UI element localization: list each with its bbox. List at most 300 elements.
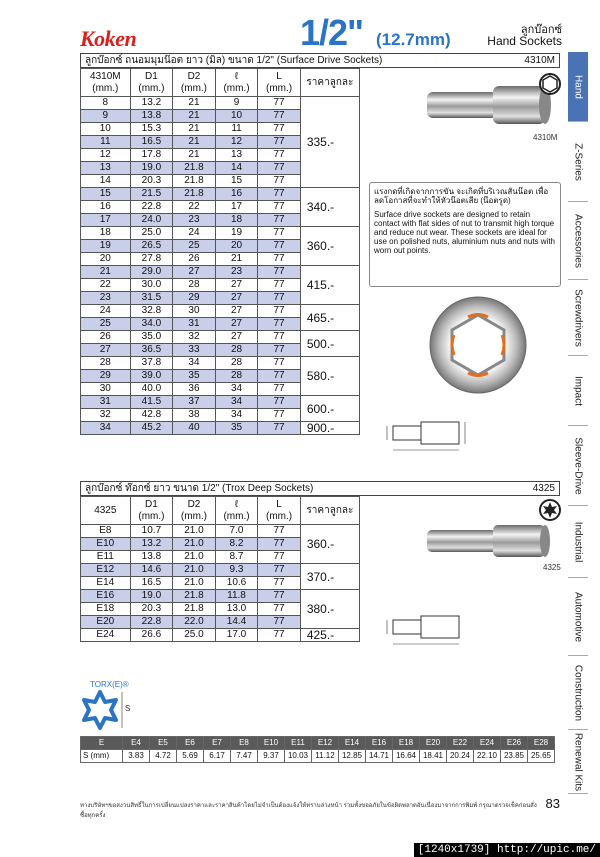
table-row bbox=[81, 422, 360, 435]
column-header: ราคาลูกละ bbox=[300, 69, 359, 97]
table-cell: 40.0 bbox=[130, 383, 173, 396]
torx-s-cell: 5.69 bbox=[177, 750, 204, 763]
table-cell: 22.8 bbox=[130, 201, 173, 214]
torx-e-cell: E22 bbox=[447, 737, 474, 750]
sidebar-tab-label: Construction bbox=[572, 664, 584, 721]
table-cell: 77 bbox=[258, 629, 301, 642]
table-cell: 12 bbox=[81, 149, 131, 162]
socket-cross-section-image bbox=[428, 295, 528, 395]
table-cell: 21.0 bbox=[173, 577, 216, 590]
sidebar-tab-hand[interactable] bbox=[568, 52, 588, 122]
table-cell: 10.7 bbox=[130, 525, 173, 538]
table-cell: 16 bbox=[215, 188, 258, 201]
torx-label: TORX(E)® bbox=[90, 680, 129, 689]
table-cell: 77 bbox=[258, 383, 301, 396]
price-cell: 380.- bbox=[300, 590, 359, 629]
info-box bbox=[369, 182, 561, 287]
table-cell: 8 bbox=[81, 97, 131, 110]
sidebar-tab-industrial[interactable] bbox=[568, 506, 588, 578]
sidebar-tab-label: Sleeve-Drive bbox=[572, 436, 584, 495]
category-sidebar bbox=[568, 52, 588, 794]
table-row bbox=[81, 396, 360, 409]
table-cell: 23 bbox=[173, 214, 216, 227]
row-label: S (mm) bbox=[81, 750, 123, 763]
table-header-row bbox=[81, 497, 360, 525]
table-row bbox=[81, 305, 360, 318]
table-cell: E8 bbox=[81, 525, 131, 538]
sidebar-tab-label: Hand bbox=[572, 74, 584, 99]
table-cell: 34 bbox=[173, 357, 216, 370]
table-cell: 77 bbox=[258, 97, 301, 110]
table-cell: 19.0 bbox=[130, 162, 173, 175]
table-cell: E10 bbox=[81, 538, 131, 551]
table-cell: 34 bbox=[215, 383, 258, 396]
hex-icon bbox=[538, 72, 562, 96]
section-header-4325 bbox=[80, 481, 560, 496]
table-cell: 14.6 bbox=[130, 564, 173, 577]
price-cell: 580.- bbox=[300, 357, 359, 396]
torx-s-cell: 16.64 bbox=[393, 750, 420, 763]
column-header: D1 (mm.) bbox=[130, 497, 173, 525]
table-cell: 41.5 bbox=[130, 396, 173, 409]
torx-e-cell: E28 bbox=[528, 737, 555, 750]
column-header: ℓ (mm.) bbox=[215, 69, 258, 97]
table-cell: 29.0 bbox=[130, 266, 173, 279]
table-cell: 77 bbox=[258, 136, 301, 149]
table-cell: 27 bbox=[215, 305, 258, 318]
torx-e-cell: E11 bbox=[285, 737, 312, 750]
table-cell: 19 bbox=[215, 227, 258, 240]
torx-s-cell: 14.71 bbox=[366, 750, 393, 763]
torx-e-cell: E12 bbox=[312, 737, 339, 750]
table-cell: 19 bbox=[81, 240, 131, 253]
table-cell: 26 bbox=[173, 253, 216, 266]
table-cell: 34.0 bbox=[130, 318, 173, 331]
price-cell: 415.- bbox=[300, 266, 359, 305]
price-cell: 335.- bbox=[300, 97, 359, 188]
brand-logo: Koken bbox=[80, 26, 137, 51]
info-thai: แรงกดที่เกิดจากการขัน จะเกิดที่บริเวณสันน๊อต เพื่อลดโอกาสที่จะทำให้หัวน๊อตเสีย (น๊อตรูด) bbox=[374, 187, 549, 205]
table-cell: 77 bbox=[258, 201, 301, 214]
torx-e-cell: E4 bbox=[123, 737, 150, 750]
table-cell: 32 bbox=[81, 409, 131, 422]
price-cell: 360.- bbox=[300, 227, 359, 266]
table-cell: 21.0 bbox=[173, 551, 216, 564]
table-cell: 77 bbox=[258, 422, 301, 435]
table-cell: 35 bbox=[215, 422, 258, 435]
table-cell: 21 bbox=[173, 97, 216, 110]
table-cell: 25.0 bbox=[130, 227, 173, 240]
table-cell: 13.0 bbox=[215, 603, 258, 616]
table-cell: 45.2 bbox=[130, 422, 173, 435]
table-row bbox=[81, 331, 360, 344]
info-english: Surface drive sockets are designed to retain contact with flat sides of nut to transmit high torque and reduce nut wear. These sockets are ideal for use on polished nuts, aluminium nuts and nuts with worn out points. bbox=[374, 210, 555, 255]
torx-e-cell: E18 bbox=[393, 737, 420, 750]
table-header-row bbox=[81, 69, 360, 97]
table-cell: 16.5 bbox=[130, 136, 173, 149]
table-cell: E12 bbox=[81, 564, 131, 577]
price-cell: 500.- bbox=[300, 331, 359, 357]
column-header: ℓ (mm.) bbox=[215, 497, 258, 525]
table-row bbox=[81, 629, 360, 642]
table-cell: 21.8 bbox=[173, 188, 216, 201]
table-cell: 7.0 bbox=[215, 525, 258, 538]
table-row bbox=[81, 266, 360, 279]
table-cell: E14 bbox=[81, 577, 131, 590]
table-cell: 77 bbox=[258, 149, 301, 162]
size-title: 1/2" bbox=[300, 12, 364, 53]
table-row bbox=[81, 525, 360, 538]
table-cell: 9 bbox=[81, 110, 131, 123]
table-cell: 34 bbox=[215, 396, 258, 409]
table-cell: 28 bbox=[173, 279, 216, 292]
table-cell: 23 bbox=[81, 292, 131, 305]
price-cell: 370.- bbox=[300, 564, 359, 590]
table-cell: 28 bbox=[81, 357, 131, 370]
sidebar-tab-screwdrivers[interactable] bbox=[568, 280, 588, 356]
footer-note: ทางบริษัทฯขอสงวนสิทธิ์ในการเปลี่ยนแปลงราคาและราคาสินค้าโดยไม่จำเป็นต้องแจ้งให้ทราบล่วงหน้า รวมทั้งขออภัยในข้อผิดพลาดอันเนื่องมาจากการพิมพ์ กรุณาตรวจเช็คก่อนสั่งซื้อทุกครั้ง bbox=[80, 803, 537, 819]
torx-s-cell: 6.17 bbox=[204, 750, 231, 763]
table-cell: 39.0 bbox=[130, 370, 173, 383]
torx-e-cell: E14 bbox=[339, 737, 366, 750]
table-cell: 22 bbox=[173, 201, 216, 214]
table-cell: 29 bbox=[173, 292, 216, 305]
torx-s-cell: 10.03 bbox=[285, 750, 312, 763]
table-row bbox=[81, 188, 360, 201]
column-header: ราคาลูกละ bbox=[300, 497, 359, 525]
price-cell: 900.- bbox=[300, 422, 359, 435]
column-header: D1 (mm.) bbox=[130, 69, 173, 97]
sidebar-tab-label: Screwdrivers bbox=[572, 288, 584, 347]
table-cell: 38 bbox=[173, 409, 216, 422]
table-cell: 15.3 bbox=[130, 123, 173, 136]
table-row bbox=[81, 564, 360, 577]
price-cell: 465.- bbox=[300, 305, 359, 331]
torx-icon bbox=[538, 498, 562, 522]
table-cell: 10 bbox=[215, 110, 258, 123]
sidebar-tab-label: Automotive bbox=[572, 591, 584, 642]
table-cell: 77 bbox=[258, 577, 301, 590]
table-cell: 24 bbox=[81, 305, 131, 318]
table-cell: 22.8 bbox=[130, 616, 173, 629]
section-header-4310m bbox=[80, 53, 560, 68]
image-credit: [1240x1739] http://upic.me/ bbox=[414, 843, 600, 857]
table-cell: 77 bbox=[258, 551, 301, 564]
table-cell: 27 bbox=[81, 344, 131, 357]
torx-size-table bbox=[80, 736, 555, 763]
section-title: ลูกบ๊อกซ์ ถนอมมุมน๊อต ยาว (มิล) ขนาด 1/2" (Surface Drive Sockets) bbox=[85, 55, 383, 66]
table-cell: 8.2 bbox=[215, 538, 258, 551]
table-cell: 11.8 bbox=[215, 590, 258, 603]
table-cell: 30.0 bbox=[130, 279, 173, 292]
table-cell: 21 bbox=[173, 136, 216, 149]
price-cell: 600.- bbox=[300, 396, 359, 422]
torx-s-cell: 18.41 bbox=[420, 750, 447, 763]
table-cell: 17.8 bbox=[130, 149, 173, 162]
photo-label-4310m: 4310M bbox=[533, 133, 558, 142]
table-cell: 10.6 bbox=[215, 577, 258, 590]
table-cell: 20.3 bbox=[130, 603, 173, 616]
table-cell: 77 bbox=[258, 344, 301, 357]
table-cell: 77 bbox=[258, 409, 301, 422]
dimension-drawing-4310m bbox=[383, 416, 473, 456]
table-cell: 17 bbox=[215, 201, 258, 214]
table-cell: 77 bbox=[258, 331, 301, 344]
table-cell: 27 bbox=[215, 318, 258, 331]
table-cell: 21 bbox=[173, 149, 216, 162]
table-cell: 26.6 bbox=[130, 629, 173, 642]
table-cell: 21.0 bbox=[173, 525, 216, 538]
table-cell: 77 bbox=[258, 292, 301, 305]
table-cell: 30 bbox=[173, 305, 216, 318]
title-english: Hand Sockets bbox=[487, 34, 562, 48]
table-cell: 9 bbox=[215, 97, 258, 110]
table-cell: 25 bbox=[173, 240, 216, 253]
table-cell: 27 bbox=[215, 292, 258, 305]
table-cell: 21.8 bbox=[173, 162, 216, 175]
table-cell: 17.0 bbox=[215, 629, 258, 642]
table-cell: 20 bbox=[81, 253, 131, 266]
sidebar-tab-sleeve-drive[interactable] bbox=[568, 426, 588, 506]
table-cell: 19.0 bbox=[130, 590, 173, 603]
table-cell: 77 bbox=[258, 123, 301, 136]
table-row bbox=[81, 227, 360, 240]
sidebar-tab-impact[interactable] bbox=[568, 356, 588, 426]
sidebar-tab-label: Industrial bbox=[572, 521, 584, 562]
table-cell: 27 bbox=[173, 266, 216, 279]
table-cell: 24.0 bbox=[130, 214, 173, 227]
table-cell: 77 bbox=[258, 188, 301, 201]
torx-e-cell: E5 bbox=[150, 737, 177, 750]
table-cell: 21.0 bbox=[173, 538, 216, 551]
table-cell: 15 bbox=[215, 175, 258, 188]
table-cell: 26 bbox=[81, 331, 131, 344]
table-cell: 25 bbox=[81, 318, 131, 331]
table-cell: 77 bbox=[258, 396, 301, 409]
table-cell: 28 bbox=[215, 357, 258, 370]
table-row bbox=[81, 97, 360, 110]
table-cell: 31 bbox=[81, 396, 131, 409]
table-cell: 30 bbox=[81, 383, 131, 396]
table-cell: 13.2 bbox=[130, 538, 173, 551]
table-cell: 13 bbox=[81, 162, 131, 175]
torx-e-row bbox=[81, 737, 555, 750]
table-cell: 13.8 bbox=[130, 110, 173, 123]
torx-s-cell: 11.12 bbox=[312, 750, 339, 763]
column-header: 4310M (mm.) bbox=[81, 69, 131, 97]
spec-table-4310m bbox=[80, 68, 360, 435]
torx-s-cell: 12.85 bbox=[339, 750, 366, 763]
table-cell: 35.0 bbox=[130, 331, 173, 344]
spec-table-4325 bbox=[80, 496, 360, 642]
table-cell: 77 bbox=[258, 590, 301, 603]
table-cell: 40 bbox=[173, 422, 216, 435]
row-label: E bbox=[81, 737, 123, 750]
table-cell: 26.5 bbox=[130, 240, 173, 253]
sidebar-tab-automotive[interactable] bbox=[568, 578, 588, 656]
table-cell: 18 bbox=[81, 227, 131, 240]
torx-e-cell: E24 bbox=[474, 737, 501, 750]
table-cell: E11 bbox=[81, 551, 131, 564]
column-header: D2 (mm.) bbox=[173, 69, 216, 97]
table-cell: 32 bbox=[173, 331, 216, 344]
table-cell: 28 bbox=[215, 344, 258, 357]
table-cell: 29 bbox=[81, 370, 131, 383]
table-cell: E18 bbox=[81, 603, 131, 616]
table-cell: 21 bbox=[173, 123, 216, 136]
section-code: 4310M bbox=[524, 55, 555, 66]
table-cell: 22.0 bbox=[173, 616, 216, 629]
table-cell: 77 bbox=[258, 253, 301, 266]
table-cell: 21 bbox=[81, 266, 131, 279]
table-cell: 21.5 bbox=[130, 188, 173, 201]
torx-s-label: S bbox=[125, 704, 131, 713]
table-cell: 34 bbox=[215, 409, 258, 422]
column-header: 4325 bbox=[81, 497, 131, 525]
table-cell: 18 bbox=[215, 214, 258, 227]
table-cell: 23 bbox=[215, 266, 258, 279]
table-cell: 77 bbox=[258, 616, 301, 629]
table-cell: 36.5 bbox=[130, 344, 173, 357]
table-cell: 25.0 bbox=[173, 629, 216, 642]
table-cell: 27 bbox=[215, 279, 258, 292]
sidebar-tab-construction[interactable] bbox=[568, 656, 588, 730]
table-cell: 27 bbox=[215, 331, 258, 344]
torx-s-cell: 9.37 bbox=[258, 750, 285, 763]
table-cell: 13 bbox=[215, 149, 258, 162]
table-cell: 16 bbox=[81, 201, 131, 214]
torx-e-cell: E16 bbox=[366, 737, 393, 750]
table-cell: 35 bbox=[173, 370, 216, 383]
size-mm: (12.7mm) bbox=[376, 30, 451, 49]
table-cell: 37.8 bbox=[130, 357, 173, 370]
table-cell: 27.8 bbox=[130, 253, 173, 266]
table-cell: 13.2 bbox=[130, 97, 173, 110]
sidebar-tab-label: Z-Series bbox=[572, 142, 584, 181]
table-cell: 77 bbox=[258, 214, 301, 227]
table-row bbox=[81, 357, 360, 370]
table-cell: 42.8 bbox=[130, 409, 173, 422]
torx-s-cell: 22.10 bbox=[474, 750, 501, 763]
table-cell: 37 bbox=[173, 396, 216, 409]
table-cell: 10 bbox=[81, 123, 131, 136]
table-cell: 77 bbox=[258, 279, 301, 292]
table-cell: 14.4 bbox=[215, 616, 258, 629]
torx-s-cell: 4.72 bbox=[150, 750, 177, 763]
torx-s-cell: 20.24 bbox=[447, 750, 474, 763]
photo-label-4325: 4325 bbox=[543, 563, 561, 572]
table-cell: 77 bbox=[258, 110, 301, 123]
table-cell: 77 bbox=[258, 564, 301, 577]
torx-e-cell: E26 bbox=[501, 737, 528, 750]
table-cell: 21 bbox=[215, 253, 258, 266]
table-cell: 34 bbox=[81, 422, 131, 435]
table-cell: 8.7 bbox=[215, 551, 258, 564]
sidebar-tab-label: Impact bbox=[572, 375, 584, 406]
torx-e-cell: E10 bbox=[258, 737, 285, 750]
table-cell: 77 bbox=[258, 305, 301, 318]
table-cell: 21.0 bbox=[173, 564, 216, 577]
table-cell: 77 bbox=[258, 227, 301, 240]
table-cell: 15 bbox=[81, 188, 131, 201]
table-cell: 21.8 bbox=[173, 603, 216, 616]
table-cell: 22 bbox=[81, 279, 131, 292]
column-header: L (mm.) bbox=[258, 497, 301, 525]
sidebar-tab-renewal-kits[interactable] bbox=[568, 730, 588, 794]
table-cell: 77 bbox=[258, 525, 301, 538]
table-cell: 77 bbox=[258, 370, 301, 383]
table-cell: E24 bbox=[81, 629, 131, 642]
torx-e-cell: E6 bbox=[177, 737, 204, 750]
section-title: ลูกบ๊อกซ์ ท๊อกซ์ ยาว ขนาด 1/2" (Trox Deep Sockets) bbox=[85, 483, 314, 494]
sidebar-tab-z-series[interactable] bbox=[568, 122, 588, 202]
table-cell: 9.3 bbox=[215, 564, 258, 577]
column-header: L (mm.) bbox=[258, 69, 301, 97]
price-cell: 360.- bbox=[300, 525, 359, 564]
table-cell: 77 bbox=[258, 603, 301, 616]
table-cell: 77 bbox=[258, 538, 301, 551]
table-cell: 20.3 bbox=[130, 175, 173, 188]
sidebar-tab-accessories[interactable] bbox=[568, 202, 588, 280]
table-cell: 20 bbox=[215, 240, 258, 253]
table-cell: 21.8 bbox=[173, 590, 216, 603]
table-cell: 17 bbox=[81, 214, 131, 227]
table-cell: 13.8 bbox=[130, 551, 173, 564]
table-cell: 32.8 bbox=[130, 305, 173, 318]
table-cell: E16 bbox=[81, 590, 131, 603]
table-cell: 33 bbox=[173, 344, 216, 357]
sidebar-tab-label: Accessories bbox=[572, 213, 584, 268]
table-cell: E20 bbox=[81, 616, 131, 629]
torx-e-cell: E8 bbox=[231, 737, 258, 750]
column-header: D2 (mm.) bbox=[173, 497, 216, 525]
torx-s-cell: 23.85 bbox=[501, 750, 528, 763]
table-cell: 31.5 bbox=[130, 292, 173, 305]
price-cell: 425.- bbox=[300, 629, 359, 642]
torx-s-row bbox=[81, 750, 555, 763]
torx-s-cell: 25.65 bbox=[528, 750, 555, 763]
table-cell: 31 bbox=[173, 318, 216, 331]
torx-e-cell: E7 bbox=[204, 737, 231, 750]
table-cell: 16.5 bbox=[130, 577, 173, 590]
table-cell: 77 bbox=[258, 318, 301, 331]
table-cell: 77 bbox=[258, 266, 301, 279]
torx-e-cell: E20 bbox=[420, 737, 447, 750]
page-number: 83 bbox=[545, 796, 560, 811]
dimension-drawing-4325 bbox=[383, 610, 473, 650]
table-cell: 77 bbox=[258, 175, 301, 188]
table-cell: 11 bbox=[81, 136, 131, 149]
table-cell: 77 bbox=[258, 162, 301, 175]
socket-photo-4325 bbox=[425, 522, 565, 562]
table-cell: 77 bbox=[258, 240, 301, 253]
table-cell: 11 bbox=[215, 123, 258, 136]
table-cell: 24 bbox=[173, 227, 216, 240]
title-thai: ลูกบ๊อกซ์ bbox=[520, 24, 562, 36]
table-cell: 21 bbox=[173, 110, 216, 123]
torx-s-cell: 7.47 bbox=[231, 750, 258, 763]
section-code: 4325 bbox=[532, 483, 555, 494]
table-cell: 36 bbox=[173, 383, 216, 396]
table-cell: 28 bbox=[215, 370, 258, 383]
table-cell: 21.8 bbox=[173, 175, 216, 188]
torx-s-cell: 3.83 bbox=[123, 750, 150, 763]
price-cell: 340.- bbox=[300, 188, 359, 227]
sidebar-tab-label: Renewal Kits bbox=[572, 732, 584, 791]
table-cell: 77 bbox=[258, 357, 301, 370]
table-cell: 12 bbox=[215, 136, 258, 149]
table-row bbox=[81, 590, 360, 603]
